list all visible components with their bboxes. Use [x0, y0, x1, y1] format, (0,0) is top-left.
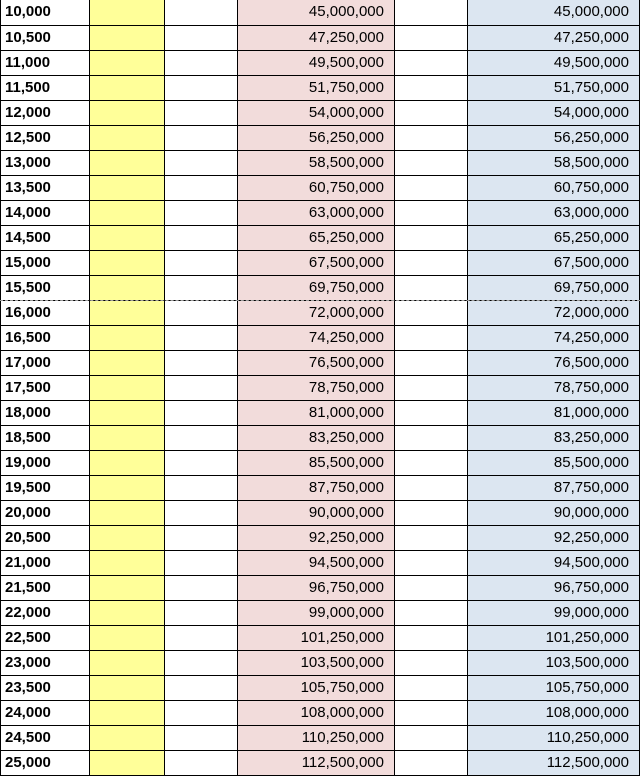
- blank-cell[interactable]: [165, 675, 238, 700]
- red-amount-cell[interactable]: 99,000,000: [238, 600, 395, 625]
- blank-cell[interactable]: [395, 450, 468, 475]
- blank-cell[interactable]: [165, 225, 238, 250]
- quantity-cell[interactable]: 22,500: [1, 625, 90, 650]
- blank-cell[interactable]: [395, 25, 468, 50]
- blank-cell[interactable]: [395, 725, 468, 750]
- red-amount-cell[interactable]: 110,250,000: [238, 725, 395, 750]
- blank-cell[interactable]: [165, 425, 238, 450]
- table-row: [1, 375, 640, 400]
- yellow-input-cell[interactable]: [90, 500, 165, 525]
- red-amount-cell[interactable]: 65,250,000: [238, 225, 395, 250]
- blue-amount-cell[interactable]: 49,500,000: [468, 50, 640, 75]
- yellow-input-cell[interactable]: [90, 275, 165, 300]
- quantity-cell[interactable]: 19,500: [1, 475, 90, 500]
- blank-cell[interactable]: [165, 475, 238, 500]
- blue-amount-cell[interactable]: 54,000,000: [468, 100, 640, 125]
- quantity-cell[interactable]: 16,000: [1, 300, 90, 325]
- red-amount-cell[interactable]: 45,000,000: [238, 0, 395, 25]
- blue-amount-cell[interactable]: 60,750,000: [468, 175, 640, 200]
- blank-cell[interactable]: [165, 100, 238, 125]
- table-row: [1, 75, 640, 100]
- blue-amount-cell[interactable]: 78,750,000: [468, 375, 640, 400]
- yellow-input-cell[interactable]: [90, 325, 165, 350]
- quantity-cell[interactable]: 13,500: [1, 175, 90, 200]
- quantity-cell[interactable]: 16,500: [1, 325, 90, 350]
- quantity-cell[interactable]: 20,500: [1, 525, 90, 550]
- quantity-cell[interactable]: 10,500: [1, 25, 90, 50]
- blue-amount-cell[interactable]: 112,500,000: [468, 750, 640, 775]
- table-row: [1, 725, 640, 750]
- red-amount-cell[interactable]: 76,500,000: [238, 350, 395, 375]
- blank-cell[interactable]: [395, 650, 468, 675]
- red-amount-cell[interactable]: 63,000,000: [238, 200, 395, 225]
- blank-cell[interactable]: [395, 425, 468, 450]
- blank-cell[interactable]: [165, 300, 238, 325]
- blue-amount-cell[interactable]: 83,250,000: [468, 425, 640, 450]
- red-amount-cell[interactable]: 101,250,000: [238, 625, 395, 650]
- blank-cell[interactable]: [395, 375, 468, 400]
- red-amount-cell[interactable]: 83,250,000: [238, 425, 395, 450]
- yellow-input-cell[interactable]: [90, 475, 165, 500]
- quantity-cell[interactable]: 23,000: [1, 650, 90, 675]
- blank-cell[interactable]: [395, 275, 468, 300]
- quantity-cell[interactable]: 17,500: [1, 375, 90, 400]
- quantity-cell[interactable]: 20,000: [1, 500, 90, 525]
- table-row: [1, 675, 640, 700]
- yellow-input-cell[interactable]: [90, 400, 165, 425]
- red-amount-cell[interactable]: 78,750,000: [238, 375, 395, 400]
- blank-cell[interactable]: [165, 250, 238, 275]
- blank-cell[interactable]: [165, 500, 238, 525]
- blank-cell[interactable]: [395, 125, 468, 150]
- blue-amount-cell[interactable]: 65,250,000: [468, 225, 640, 250]
- blank-cell[interactable]: [395, 75, 468, 100]
- blank-cell[interactable]: [165, 650, 238, 675]
- quantity-cell[interactable]: 22,000: [1, 600, 90, 625]
- blank-cell[interactable]: [395, 600, 468, 625]
- blank-cell[interactable]: [165, 450, 238, 475]
- yellow-input-cell[interactable]: [90, 150, 165, 175]
- red-amount-cell[interactable]: 81,000,000: [238, 400, 395, 425]
- price-table-body: [1, 0, 640, 775]
- yellow-input-cell[interactable]: [90, 750, 165, 775]
- yellow-input-cell[interactable]: [90, 425, 165, 450]
- table-row: [1, 200, 640, 225]
- blank-cell[interactable]: [165, 50, 238, 75]
- red-amount-cell[interactable]: 85,500,000: [238, 450, 395, 475]
- table-row: [1, 700, 640, 725]
- blue-amount-cell[interactable]: 101,250,000: [468, 625, 640, 650]
- blank-cell[interactable]: [165, 525, 238, 550]
- yellow-input-cell[interactable]: [90, 450, 165, 475]
- blank-cell[interactable]: [165, 725, 238, 750]
- red-amount-cell[interactable]: 96,750,000: [238, 575, 395, 600]
- blue-amount-cell[interactable]: 45,000,000: [468, 0, 640, 25]
- table-row: [1, 325, 640, 350]
- table-row: [1, 100, 640, 125]
- yellow-input-cell[interactable]: [90, 700, 165, 725]
- blank-cell[interactable]: [395, 50, 468, 75]
- blank-cell[interactable]: [395, 550, 468, 575]
- blank-cell[interactable]: [395, 175, 468, 200]
- quantity-cell[interactable]: 14,500: [1, 225, 90, 250]
- yellow-input-cell[interactable]: [90, 200, 165, 225]
- red-amount-cell[interactable]: 90,000,000: [238, 500, 395, 525]
- blank-cell[interactable]: [165, 200, 238, 225]
- blank-cell[interactable]: [165, 625, 238, 650]
- table-row: [1, 475, 640, 500]
- yellow-input-cell[interactable]: [90, 575, 165, 600]
- blue-amount-cell[interactable]: 105,750,000: [468, 675, 640, 700]
- blank-cell[interactable]: [165, 575, 238, 600]
- blank-cell[interactable]: [395, 400, 468, 425]
- table-row: [1, 500, 640, 525]
- table-row: [1, 425, 640, 450]
- blue-amount-cell[interactable]: 56,250,000: [468, 125, 640, 150]
- red-amount-cell[interactable]: 94,500,000: [238, 550, 395, 575]
- blank-cell[interactable]: [165, 350, 238, 375]
- blank-cell[interactable]: [395, 350, 468, 375]
- blank-cell[interactable]: [395, 750, 468, 775]
- red-amount-cell[interactable]: 74,250,000: [238, 325, 395, 350]
- blank-cell[interactable]: [395, 225, 468, 250]
- quantity-cell[interactable]: 15,000: [1, 250, 90, 275]
- red-amount-cell[interactable]: 56,250,000: [238, 125, 395, 150]
- quantity-cell[interactable]: 21,000: [1, 550, 90, 575]
- quantity-cell[interactable]: 21,500: [1, 575, 90, 600]
- red-amount-cell[interactable]: 92,250,000: [238, 525, 395, 550]
- blue-amount-cell[interactable]: 90,000,000: [468, 500, 640, 525]
- red-amount-cell[interactable]: 112,500,000: [238, 750, 395, 775]
- table-row: [1, 600, 640, 625]
- table-row: [1, 25, 640, 50]
- blank-cell[interactable]: [165, 325, 238, 350]
- blue-amount-cell[interactable]: 69,750,000: [468, 275, 640, 300]
- quantity-cell[interactable]: 24,500: [1, 725, 90, 750]
- blank-cell[interactable]: [165, 150, 238, 175]
- table-row: [1, 650, 640, 675]
- yellow-input-cell[interactable]: [90, 300, 165, 325]
- table-row: [1, 300, 640, 325]
- quantity-cell[interactable]: 13,000: [1, 150, 90, 175]
- blue-amount-cell[interactable]: 81,000,000: [468, 400, 640, 425]
- red-amount-cell[interactable]: 49,500,000: [238, 50, 395, 75]
- blank-cell[interactable]: [395, 325, 468, 350]
- blank-cell[interactable]: [165, 375, 238, 400]
- yellow-input-cell[interactable]: [90, 525, 165, 550]
- quantity-cell[interactable]: 14,000: [1, 200, 90, 225]
- quantity-cell[interactable]: 24,000: [1, 700, 90, 725]
- blue-amount-cell[interactable]: 47,250,000: [468, 25, 640, 50]
- table-row: [1, 350, 640, 375]
- quantity-cell[interactable]: 12,500: [1, 125, 90, 150]
- blank-cell[interactable]: [395, 625, 468, 650]
- red-amount-cell[interactable]: 58,500,000: [238, 150, 395, 175]
- yellow-input-cell[interactable]: [90, 375, 165, 400]
- quantity-cell[interactable]: 23,500: [1, 675, 90, 700]
- blank-cell[interactable]: [165, 750, 238, 775]
- blank-cell[interactable]: [165, 275, 238, 300]
- blank-cell[interactable]: [395, 200, 468, 225]
- table-row: [1, 550, 640, 575]
- table-row: [1, 275, 640, 300]
- blue-amount-cell[interactable]: 103,500,000: [468, 650, 640, 675]
- blank-cell[interactable]: [165, 550, 238, 575]
- quantity-cell[interactable]: 19,000: [1, 450, 90, 475]
- blank-cell[interactable]: [165, 125, 238, 150]
- blank-cell[interactable]: [395, 500, 468, 525]
- quantity-cell[interactable]: 11,500: [1, 75, 90, 100]
- red-amount-cell[interactable]: 105,750,000: [238, 675, 395, 700]
- blank-cell[interactable]: [165, 700, 238, 725]
- table-row: [1, 250, 640, 275]
- quantity-cell[interactable]: 11,000: [1, 50, 90, 75]
- table-row: [1, 150, 640, 175]
- blank-cell[interactable]: [395, 675, 468, 700]
- blue-amount-cell[interactable]: 76,500,000: [468, 350, 640, 375]
- blue-amount-cell[interactable]: 67,500,000: [468, 250, 640, 275]
- yellow-input-cell[interactable]: [90, 50, 165, 75]
- quantity-cell[interactable]: 17,000: [1, 350, 90, 375]
- yellow-input-cell[interactable]: [90, 250, 165, 275]
- blue-amount-cell[interactable]: 92,250,000: [468, 525, 640, 550]
- quantity-cell[interactable]: 12,000: [1, 100, 90, 125]
- yellow-input-cell[interactable]: [90, 25, 165, 50]
- quantity-cell[interactable]: 18,500: [1, 425, 90, 450]
- blue-amount-cell[interactable]: 58,500,000: [468, 150, 640, 175]
- quantity-cell[interactable]: 25,000: [1, 750, 90, 775]
- blank-cell[interactable]: [395, 250, 468, 275]
- blank-cell[interactable]: [165, 0, 238, 25]
- table-row: [1, 400, 640, 425]
- blank-cell[interactable]: [395, 575, 468, 600]
- blank-cell[interactable]: [395, 150, 468, 175]
- yellow-input-cell[interactable]: [90, 725, 165, 750]
- yellow-input-cell[interactable]: [90, 125, 165, 150]
- table-row: [1, 0, 640, 25]
- table-row: [1, 175, 640, 200]
- yellow-input-cell[interactable]: [90, 675, 165, 700]
- yellow-input-cell[interactable]: [90, 350, 165, 375]
- blank-cell[interactable]: [395, 0, 468, 25]
- red-amount-cell[interactable]: 72,000,000: [238, 300, 395, 325]
- blue-amount-cell[interactable]: 74,250,000: [468, 325, 640, 350]
- blank-cell[interactable]: [395, 100, 468, 125]
- yellow-input-cell[interactable]: [90, 625, 165, 650]
- blank-cell[interactable]: [395, 700, 468, 725]
- blank-cell[interactable]: [165, 600, 238, 625]
- red-amount-cell[interactable]: 51,750,000: [238, 75, 395, 100]
- blue-amount-cell[interactable]: 87,750,000: [468, 475, 640, 500]
- blank-cell[interactable]: [165, 175, 238, 200]
- blank-cell[interactable]: [165, 25, 238, 50]
- table-row: [1, 225, 640, 250]
- yellow-input-cell[interactable]: [90, 600, 165, 625]
- table-row: [1, 575, 640, 600]
- blue-amount-cell[interactable]: 72,000,000: [468, 300, 640, 325]
- quantity-cell[interactable]: 18,000: [1, 400, 90, 425]
- quantity-cell[interactable]: 15,500: [1, 275, 90, 300]
- yellow-input-cell[interactable]: [90, 175, 165, 200]
- quantity-cell[interactable]: 10,000: [1, 0, 90, 25]
- red-amount-cell[interactable]: 103,500,000: [238, 650, 395, 675]
- blue-amount-cell[interactable]: 85,500,000: [468, 450, 640, 475]
- blue-amount-cell[interactable]: 110,250,000: [468, 725, 640, 750]
- table-row: [1, 625, 640, 650]
- yellow-input-cell[interactable]: [90, 650, 165, 675]
- table-row: [1, 50, 640, 75]
- blank-cell[interactable]: [395, 475, 468, 500]
- yellow-input-cell[interactable]: [90, 225, 165, 250]
- blank-cell[interactable]: [165, 75, 238, 100]
- yellow-input-cell[interactable]: [90, 0, 165, 25]
- table-row: [1, 750, 640, 775]
- yellow-input-cell[interactable]: [90, 75, 165, 100]
- table-row: [1, 125, 640, 150]
- blank-cell[interactable]: [395, 300, 468, 325]
- red-amount-cell[interactable]: 54,000,000: [238, 100, 395, 125]
- blank-cell[interactable]: [165, 400, 238, 425]
- blue-amount-cell[interactable]: 63,000,000: [468, 200, 640, 225]
- table-row: [1, 525, 640, 550]
- yellow-input-cell[interactable]: [90, 100, 165, 125]
- blue-amount-cell[interactable]: 51,750,000: [468, 75, 640, 100]
- red-amount-cell[interactable]: 67,500,000: [238, 250, 395, 275]
- red-amount-cell[interactable]: 47,250,000: [238, 25, 395, 50]
- red-amount-cell[interactable]: 87,750,000: [238, 475, 395, 500]
- table-row: [1, 450, 640, 475]
- red-amount-cell[interactable]: 60,750,000: [238, 175, 395, 200]
- yellow-input-cell[interactable]: [90, 550, 165, 575]
- blue-amount-cell[interactable]: 96,750,000: [468, 575, 640, 600]
- blue-amount-cell[interactable]: 94,500,000: [468, 550, 640, 575]
- blank-cell[interactable]: [395, 525, 468, 550]
- red-amount-cell[interactable]: 69,750,000: [238, 275, 395, 300]
- red-amount-cell[interactable]: 108,000,000: [238, 700, 395, 725]
- blue-amount-cell[interactable]: 108,000,000: [468, 700, 640, 725]
- blue-amount-cell[interactable]: 99,000,000: [468, 600, 640, 625]
